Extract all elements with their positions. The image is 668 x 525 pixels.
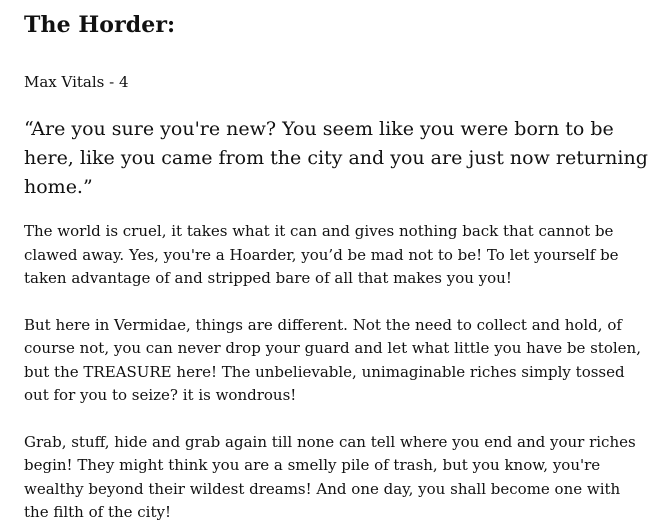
max-vitals-stat: Max Vitals - 4 bbox=[24, 73, 129, 91]
page-title: The Horder: bbox=[24, 12, 176, 38]
paragraph-3: Grab, stuff, hide and grab again till none can tell where you end and your riches begin! They might think you are a smelly pile of trash, but you know, you're wealthy beyond their wildest dreams! And one day, you shall become one with the filth of the city! bbox=[24, 432, 636, 521]
intro-quote: “Are you sure you're new? You seem like you were born to be here, like you came from the city and you are just now returning home.” bbox=[24, 118, 648, 198]
paragraph-2: But here in Vermidae, things are different. Not the need to collect and hold, of course not, you can never drop your guard and let what little you have be stolen, but the TREASURE here! The unbelievable, unimaginable riches simply tossed out for you to seize? it is wondrous! bbox=[24, 315, 641, 404]
paragraph-1: The world is cruel, it takes what it can and gives nothing back that cannot be clawed away. Yes, you're a Hoarder, you’d be mad not to be! To let yourself be taken advantage of and stripped bare of all that makes you you! bbox=[24, 222, 619, 287]
